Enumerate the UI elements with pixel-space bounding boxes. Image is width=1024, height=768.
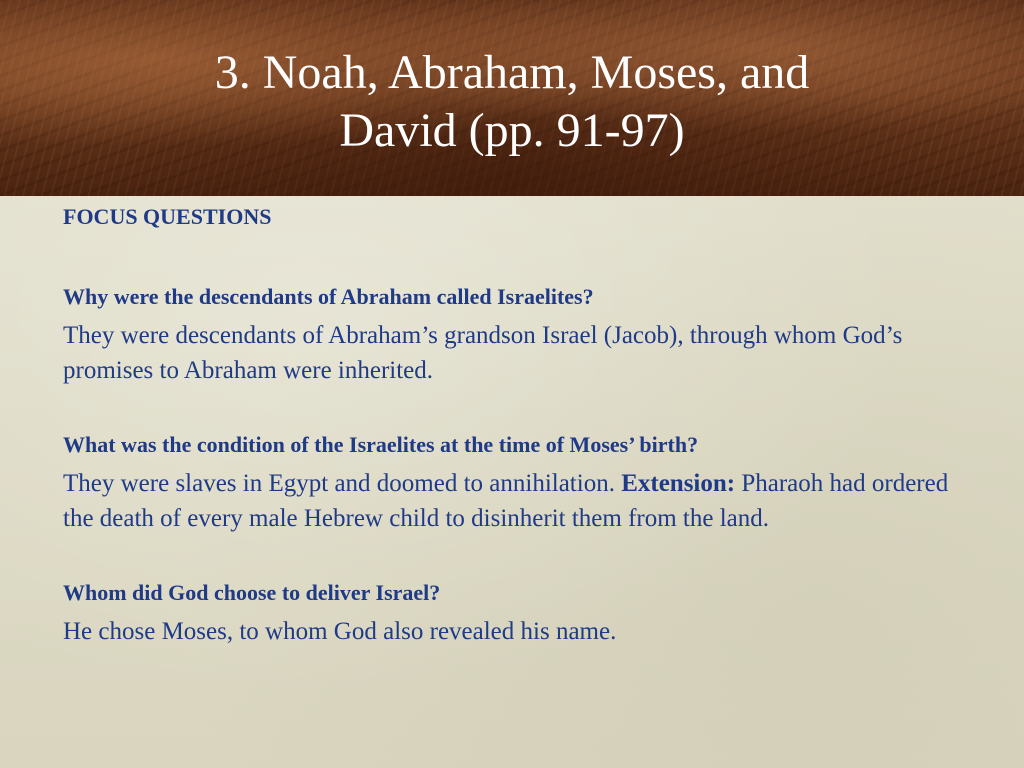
title-banner — [0, 0, 1024, 196]
slide-title-line-1: 3. Noah, Abraham, Moses, and — [214, 46, 810, 99]
answer-3: He chose Moses, to whom God also revealed his name. — [63, 618, 617, 645]
focus-questions-heading: FOCUS QUESTIONS — [63, 204, 272, 229]
spacer — [63, 388, 963, 428]
question-block-3 — [63, 576, 963, 649]
spacer — [63, 536, 963, 576]
answer-2-part-2: Pharaoh had ordered the death of every male Hebrew child to disinherit them from the land. — [63, 470, 949, 532]
spacer — [63, 234, 963, 280]
question-block-1 — [63, 280, 963, 388]
answer-2 — [63, 466, 963, 536]
question-3: Whom did God choose to deliver Israel? — [63, 580, 441, 605]
answer-2-part-1: They were slaves in Egypt and doomed to annihilation. — [63, 470, 615, 497]
answer-2-extension-label: Extension: — [621, 470, 736, 497]
slide-content — [63, 200, 963, 649]
slide-title — [60, 44, 964, 160]
slide-title-line-2: David (pp. 91-97) — [339, 104, 685, 157]
question-2: What was the condition of the Israelites at the time of Moses’ birth? — [63, 432, 699, 457]
answer-1: They were descendants of Abraham’s grandson Israel (Jacob), through whom God’s promises to Abraham were inherited. — [63, 322, 903, 384]
question-1: Why were the descendants of Abraham called Israelites? — [63, 284, 594, 309]
question-block-2 — [63, 428, 963, 536]
